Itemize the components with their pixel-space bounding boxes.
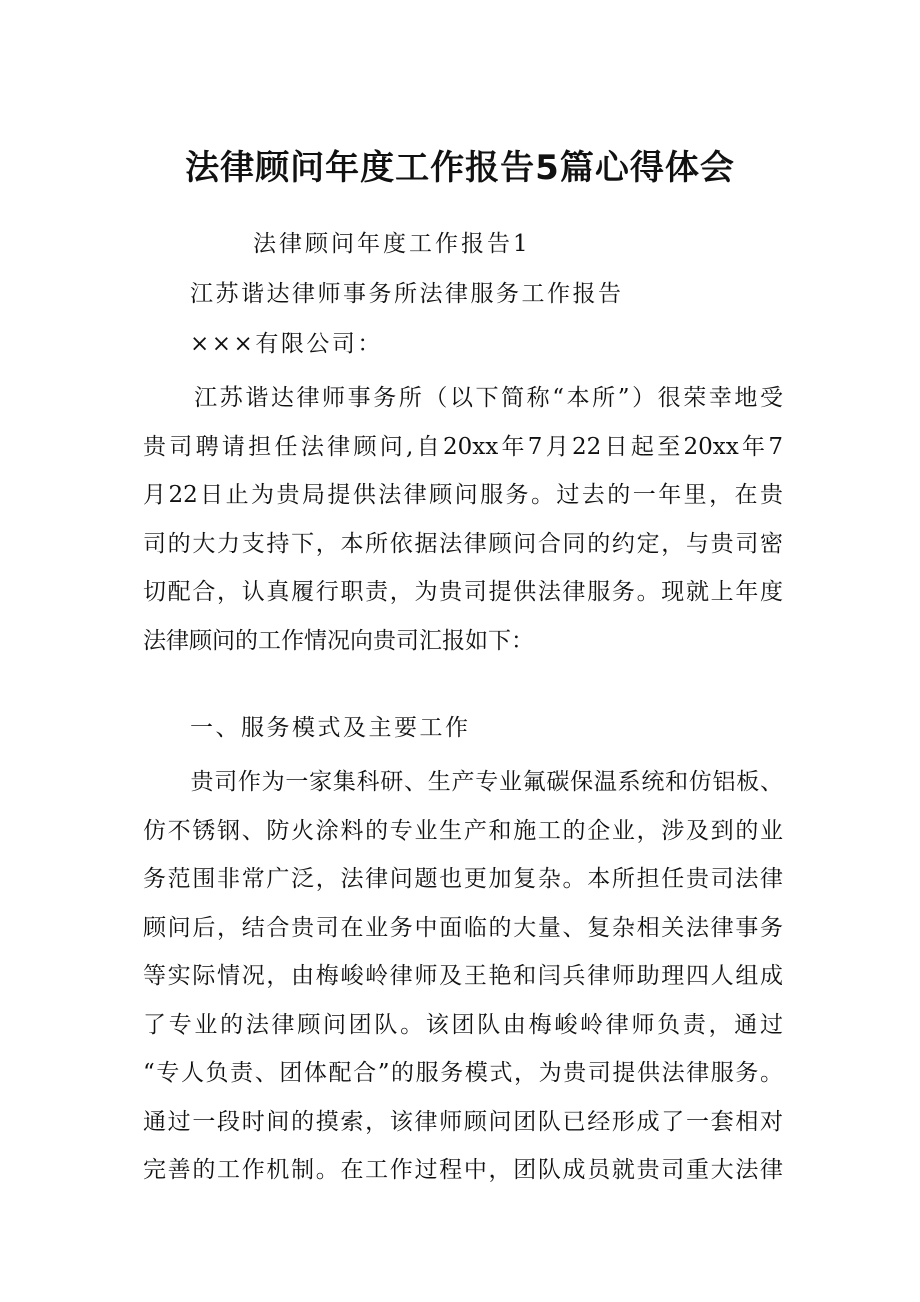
paragraph-line: “专人负责、团体配合”的服务模式，为贵司提供法律服务。: [143, 1060, 783, 1086]
paragraph-line: 法律顾问的工作情况向贵司汇报如下：: [143, 627, 534, 654]
document-title: 法律顾问年度工作报告5篇心得体会: [185, 148, 735, 188]
paragraph-service-model: [143, 758, 783, 1195]
report-subtitle: 法律顾问年度工作报告1: [253, 231, 531, 257]
paragraph-line: 了专业的法律顾问团队。该团队由梅峻岭律师负责，通过: [143, 1011, 783, 1038]
paragraph-line: 顾问后，结合贵司在业务中面临的大量、复杂相关法律事务: [143, 914, 783, 941]
paragraph-line: 务范围非常广泛，法律问题也更加复杂。本所担任贵司法律: [143, 866, 783, 892]
paragraph-line: 完善的工作机制。在工作过程中，团队成员就贵司重大法律: [143, 1157, 783, 1183]
paragraph-line: 通过一段时间的摸索，该律师顾问团队已经形成了一套相对: [143, 1108, 783, 1135]
paragraph-intro: [143, 374, 783, 665]
paragraph-line: 仿不锈钢、防火涂料的专业生产和施工的企业，涉及到的业: [143, 817, 783, 844]
paragraph-line: 贵司聘请担任法律顾问,自20xx年7月22日起至20xx年7: [143, 433, 783, 460]
paragraph-line: 贵司作为一家集科研、生产专业氟碳保温系统和仿铝板、: [143, 769, 783, 795]
firm-report-title: 江苏谐达律师事务所法律服务工作报告: [190, 281, 624, 307]
paragraph-line: 月22日止为贵局提供法律顾问服务。过去的一年里，在贵: [143, 482, 783, 508]
paragraph-line: 切配合，认真履行职责，为贵司提供法律服务。现就上年度: [143, 579, 783, 605]
section-heading: 一、服务模式及主要工作: [190, 715, 471, 741]
paragraph-line: 司的大力支持下，本所依据法律顾问合同的约定，与贵司密: [143, 530, 783, 557]
addressee: ×××有限公司：: [190, 331, 383, 357]
paragraph-line: 江苏谐达律师事务所（以下简称“本所”）很荣幸地受: [143, 385, 783, 411]
paragraph-line: 等实际情况，由梅峻岭律师及王艳和闫兵律师助理四人组成: [143, 963, 783, 989]
